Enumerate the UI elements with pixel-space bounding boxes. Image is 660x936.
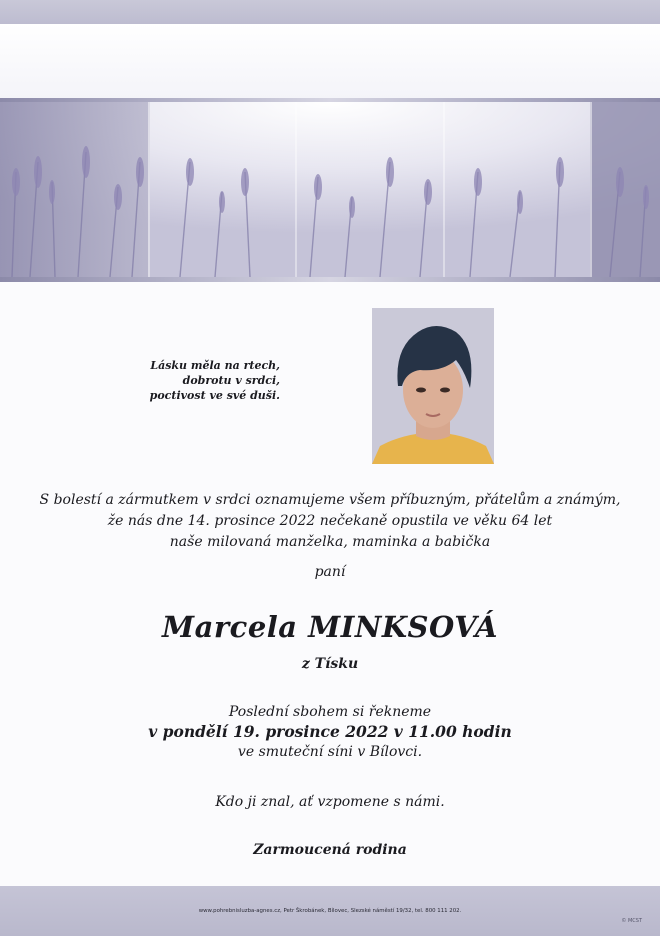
banner-bottom-edge xyxy=(0,277,660,282)
quote-line: dobrotu v srdci, xyxy=(182,374,280,387)
lavender-banner xyxy=(0,98,660,282)
top-band xyxy=(0,0,660,24)
closing-line: Kdo ji znal, ať vzpomene s námi. xyxy=(215,794,445,810)
farewell-intro: Poslední sbohem si řekneme xyxy=(228,704,432,720)
signature: Zarmoucená rodina xyxy=(253,842,407,858)
copyright-mark: © MCST xyxy=(621,918,642,924)
sky-backdrop xyxy=(0,24,660,100)
announcement-line: S bolestí a zármutkem v srdci oznamujeme všem příbuzným, přátelům a známým, xyxy=(39,492,621,508)
portrait-photo xyxy=(372,308,494,464)
quote-line: poctivost ve své duši. xyxy=(149,389,280,402)
announcement-text xyxy=(0,490,660,553)
footer-contact: www.pohrebnisluzba-agnes.cz, Petr Škrobánek, Bílovec, Slezské náměstí 19/32, tel. 800 111 202. xyxy=(198,908,462,914)
announcement-line: naše milovaná manželka, maminka a babička xyxy=(169,534,491,550)
announcement-line: že nás dne 14. prosince 2022 nečekaně opustila ve věku 64 let xyxy=(107,513,553,529)
funeral-place: ve smuteční síni v Bílovci. xyxy=(237,744,423,760)
memorial-quote xyxy=(140,358,280,403)
title-word: paní xyxy=(314,564,346,580)
deceased-origin: z Tísku xyxy=(301,656,359,672)
funeral-details xyxy=(0,702,660,762)
deceased-name: Marcela MINKSOVÁ xyxy=(161,610,498,644)
quote-line: Lásku měla na rtech, xyxy=(150,359,280,372)
lavender-field-image xyxy=(0,102,660,277)
funeral-datetime: v pondělí 19. prosince 2022 v 11.00 hodin xyxy=(148,722,512,741)
